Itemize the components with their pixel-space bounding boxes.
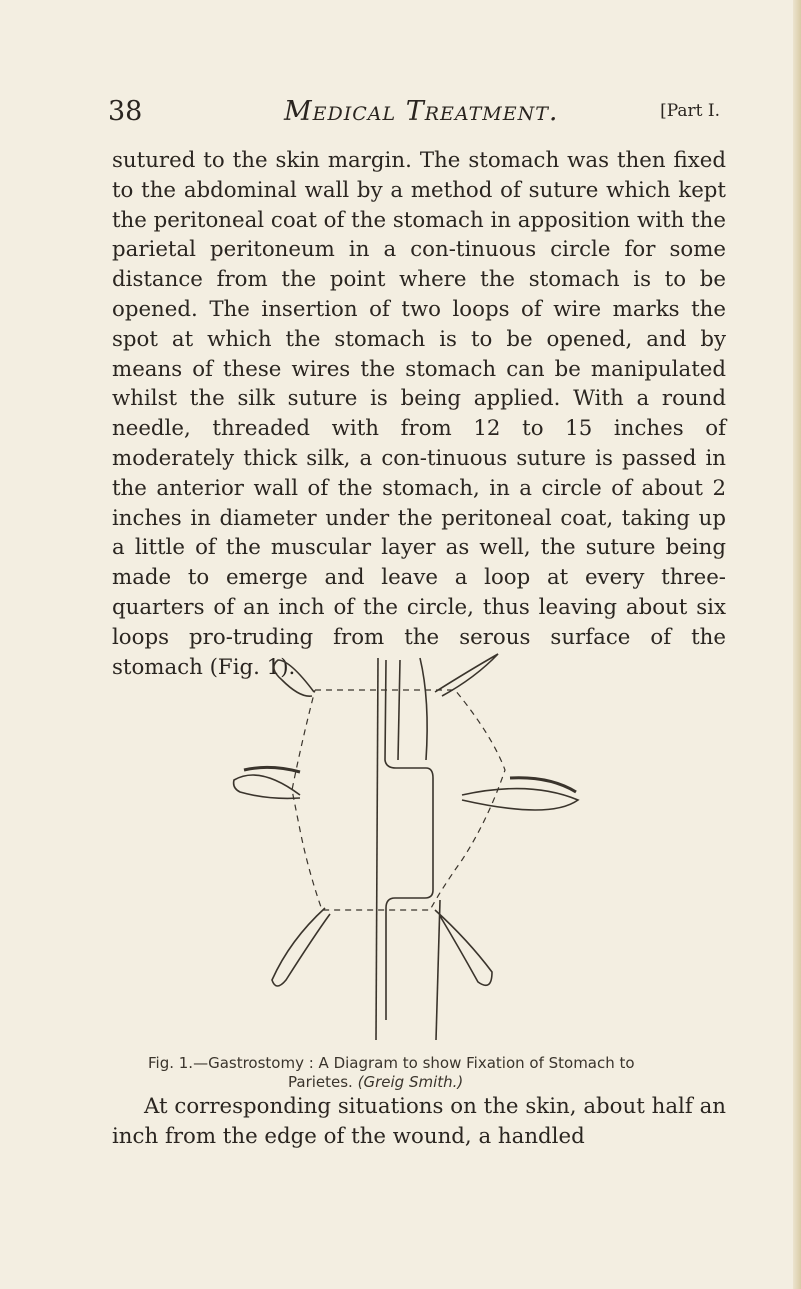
suture-loop-3 xyxy=(234,775,300,798)
suture-loop-1 xyxy=(274,660,314,696)
suture-diagram xyxy=(230,620,610,1040)
suture-loop-4 xyxy=(462,789,578,810)
suture-loop-6 xyxy=(435,910,492,985)
caption-prefix: Fig. 1. xyxy=(148,1054,194,1072)
part-label: [Part I. xyxy=(660,101,720,121)
page-edge xyxy=(793,0,801,1289)
caption-parietes: Parietes. xyxy=(288,1073,353,1091)
wound-edge-right xyxy=(420,658,427,760)
caption-main: —Gastrostomy : A Diagram to show Fixation of Stomach to xyxy=(193,1054,635,1072)
wound-edge-right-2 xyxy=(398,660,400,760)
suture-loop-2 xyxy=(435,654,498,696)
wound-edge-left xyxy=(376,658,378,1040)
wound-edge-right-lower xyxy=(436,900,440,1040)
running-title: Medical Treatment. xyxy=(284,96,559,127)
body-paragraph: sutured to the skin margin. The stomach was then fixed to the abdominal wall by a method of suture which kept the peritoneal coat of the stomach in apposition with the parietal peritoneum in a con-tinuous circle for some distance from the point where the stomach is to be opened. The insertion of two loops of wire marks the spot at which the stomach is to be opened, and by means of these wires the stomach can be manipulated whilst the silk suture is being applied. With a round needle, threaded with from 12 to 15 inches of moderately thick silk, a con-tinuous suture is passed in the anterior wall of the stomach, in a circle of about 2 inches in diameter under the peritoneal coat, taking up a little of the muscular layer as well, the suture being made to emerge and leave a loop at every three-quarters of an inch of the circle, thus leaving about six loops pro-truding from the serous surface of the stomach (Fig. 1). xyxy=(112,148,726,680)
figure-caption xyxy=(148,1054,708,1092)
page-header xyxy=(108,96,720,132)
caption-line-2 xyxy=(148,1073,708,1092)
page-number: 38 xyxy=(108,96,143,127)
continuation-paragraph: At corresponding situations on the skin, about half an inch from the edge of the wound, a handled xyxy=(112,1094,726,1149)
caption-credit: (Greig Smith.) xyxy=(357,1073,464,1091)
wound-edge-left-inner xyxy=(385,660,433,1020)
figure-gastrostomy-diagram xyxy=(230,620,610,1040)
suture-loop-5 xyxy=(272,908,330,986)
